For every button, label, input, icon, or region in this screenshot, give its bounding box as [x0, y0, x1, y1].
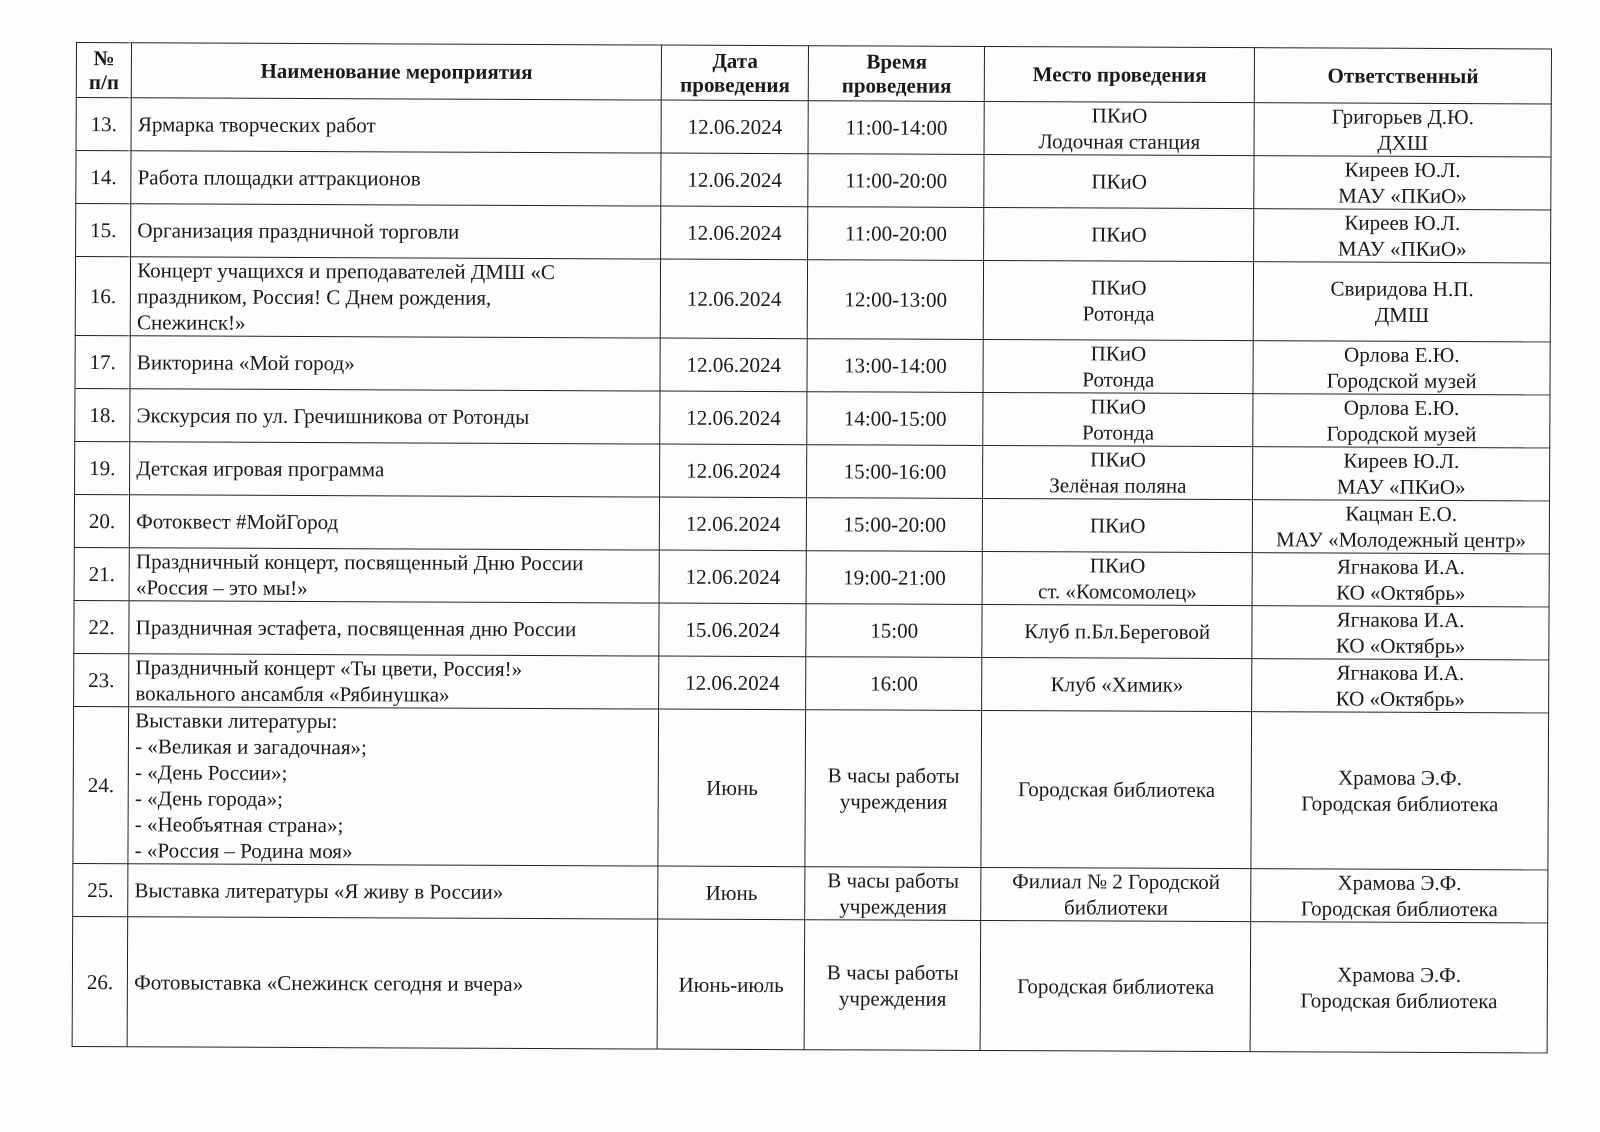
event-responsible: Киреев Ю.Л. МАУ «ПКиО» [1254, 156, 1551, 210]
event-place: ПКиО Ротонда [983, 392, 1253, 446]
table-row [74, 653, 1549, 712]
events-table [72, 42, 1552, 1053]
event-responsible: Орлова Е.Ю. Городской музей [1253, 341, 1550, 395]
row-number: 17. [75, 335, 130, 388]
event-date: 12.06.2024 [659, 550, 807, 604]
event-time: 19:00-21:00 [806, 551, 982, 605]
table-row [75, 441, 1550, 500]
header-responsible: Ответственный [1255, 48, 1552, 104]
event-time: 11:00-20:00 [808, 154, 984, 208]
event-date: 12.06.2024 [659, 497, 807, 551]
event-name: Выставка литературы «Я живу в России» [128, 864, 658, 919]
event-place: Городская библиотека [980, 920, 1251, 1051]
event-responsible: Храмова Э.Ф. Городская библиотека [1251, 712, 1548, 870]
event-time: В часы работы учреждения [804, 920, 980, 1051]
event-responsible: Кацман Е.О. МАУ «Молодежный центр» [1253, 500, 1550, 554]
event-place: Клуб п.Бл.Береговой [982, 604, 1252, 658]
event-name: Организация праздничной торговли [131, 204, 661, 259]
event-place: ПКиО [983, 498, 1253, 552]
event-name: Концерт учащихся и преподавателей ДМШ «С праздником, Россия! С Днем рождения, Снежинск!» [130, 257, 660, 338]
table-row [74, 600, 1549, 659]
event-name: Праздничный концерт «Ты цвети, Россия!» вокального ансамбля «Рябинушка» [129, 654, 659, 709]
table-row [75, 388, 1550, 447]
table-row [73, 706, 1549, 869]
row-number: 19. [75, 441, 130, 494]
row-number: 24. [73, 706, 129, 863]
event-name: Работа площадки аттракционов [131, 151, 661, 206]
event-place: ПКиО Зелёная поляна [983, 445, 1253, 499]
event-place: Клуб «Химик» [982, 657, 1252, 711]
event-date: 12.06.2024 [660, 391, 808, 445]
event-responsible: Орлова Е.Ю. Городской музей [1253, 394, 1550, 448]
table-row [76, 151, 1551, 210]
table-row [72, 916, 1548, 1052]
row-number: 18. [75, 388, 130, 441]
event-date: Июнь [658, 866, 806, 920]
event-responsible: Храмова Э.Ф. Городская библиотека [1251, 869, 1548, 923]
event-responsible: Григорьев Д.Ю. ДХШ [1254, 103, 1551, 157]
table-row [75, 335, 1550, 394]
event-time: В часы работы учреждения [805, 867, 981, 921]
event-time: 15:00-20:00 [807, 498, 983, 552]
event-responsible: Киреев Ю.Л. МАУ «ПКиО» [1253, 447, 1550, 501]
row-number: 14. [76, 151, 131, 204]
event-date: 12.06.2024 [660, 259, 808, 339]
event-name: Праздничный концерт, посвященный Дню России «Россия – это мы!» [129, 548, 659, 603]
header-place: Место проведения [985, 46, 1255, 102]
row-number: 26. [72, 916, 128, 1046]
event-time: 13:00-14:00 [807, 339, 983, 393]
table-row [76, 98, 1551, 157]
event-responsible: Ягнакова И.А. КО «Октябрь» [1252, 606, 1549, 660]
event-name: Ярмарка творческих работ [131, 98, 661, 153]
row-number: 23. [74, 653, 129, 706]
event-name: Фотоквест #МойГород [130, 495, 660, 550]
event-date: 12.06.2024 [661, 100, 809, 154]
event-place: Городская библиотека [981, 710, 1252, 868]
row-number: 25. [73, 863, 128, 916]
event-place: ПКиО Лодочная станция [984, 101, 1254, 155]
event-time: 16:00 [806, 657, 982, 711]
event-time: 11:00-20:00 [808, 207, 984, 261]
event-responsible: Ягнакова И.А. КО «Октябрь» [1252, 659, 1549, 713]
table-header-row [76, 43, 1551, 104]
event-responsible: Храмова Э.Ф. Городская библиотека [1250, 922, 1547, 1053]
row-number: 16. [75, 257, 131, 336]
event-date: 12.06.2024 [660, 338, 808, 392]
event-place: ПКиО [984, 207, 1254, 261]
event-date: Июнь-июль [657, 919, 805, 1050]
header-time: Время проведения [809, 46, 985, 102]
event-place: ПКиО [984, 154, 1254, 208]
event-time: 15:00-16:00 [807, 445, 983, 499]
event-place: Филиал № 2 Городской библиотеки [981, 867, 1251, 921]
event-time: 11:00-14:00 [808, 101, 984, 155]
event-date: 12.06.2024 [659, 656, 807, 710]
table-row [74, 547, 1549, 606]
event-date: 12.06.2024 [661, 153, 809, 207]
table-row [75, 257, 1550, 342]
event-name: Детская игровая программа [130, 442, 660, 497]
event-place: ПКиО Ротонда [983, 260, 1253, 340]
table-row [73, 863, 1548, 922]
event-responsible: Ягнакова И.А. КО «Октябрь» [1252, 553, 1549, 607]
event-place: ПКиО Ротонда [983, 339, 1253, 393]
event-name: Викторина «Мой город» [130, 336, 660, 391]
event-date: 12.06.2024 [660, 444, 808, 498]
event-responsible: Киреев Ю.Л. МАУ «ПКиО» [1254, 209, 1551, 263]
event-name: Экскурсия по ул. Гречишникова от Ротонды [130, 389, 660, 444]
event-time: В часы работы учреждения [805, 710, 982, 868]
event-date: 15.06.2024 [659, 603, 807, 657]
row-number: 21. [74, 547, 129, 600]
table-row [76, 204, 1551, 263]
event-name: Выставки литературы: - «Великая и загадочная»; - «День России»; - «День города»; - «Необъятная страна»; - «Россия – Родина моя» [128, 707, 659, 866]
header-name: Наименование мероприятия [131, 43, 661, 100]
event-responsible: Свиридова Н.П. ДМШ [1254, 262, 1551, 342]
event-date: 12.06.2024 [661, 206, 809, 260]
event-time: 14:00-15:00 [807, 392, 983, 446]
event-time: 15:00 [806, 604, 982, 658]
event-name: Праздничная эстафета, посвященная дню России [129, 601, 659, 656]
row-number: 13. [76, 98, 131, 151]
event-place: ПКиО ст. «Комсомолец» [982, 551, 1252, 605]
row-number: 22. [74, 600, 129, 653]
event-time: 12:00-13:00 [808, 260, 984, 340]
event-date: Июнь [658, 709, 806, 867]
event-name: Фотовыставка «Снежинск сегодня и вчера» [127, 917, 657, 1049]
row-number: 15. [76, 204, 131, 257]
header-num: № п/п [76, 43, 131, 98]
row-number: 20. [74, 494, 129, 547]
header-date: Дата проведения [661, 45, 809, 101]
table-row [74, 494, 1549, 553]
